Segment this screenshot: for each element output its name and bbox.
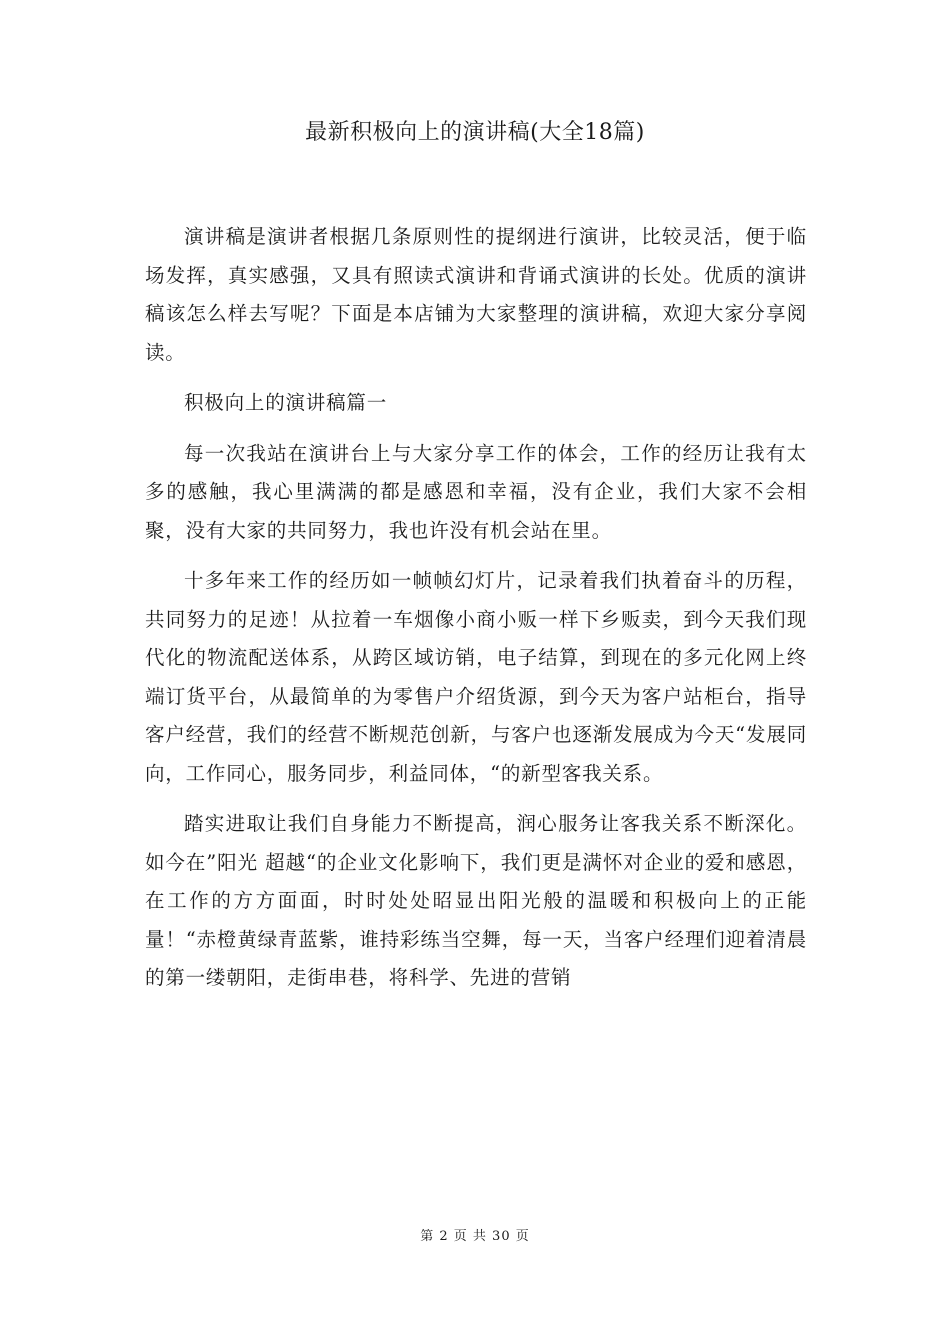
section-heading: 积极向上的演讲稿篇一 [184, 391, 388, 414]
document-title: 最新积极向上的演讲稿(大全18篇) [305, 120, 645, 145]
intro-paragraph: 演讲稿是演讲者根据几条原则性的提纲进行演讲，比较灵活，便于临场发挥，真实感强，又具有照读式演讲和背诵式演讲的长处。优质的演讲稿该怎么样去写呢？下面是本店铺为大家整理的演讲稿，欢迎大家分享阅读。 [145, 225, 807, 364]
page-footer: 第 2 页 共 30 页 [420, 1229, 530, 1244]
body-paragraph: 每一次我站在演讲台上与大家分享工作的体会，工作的经历让我有太多的感触，我心里满满的都是感恩和幸福，没有企业，我们大家不会相聚，没有大家的共同努力，我也许没有机会站在里。 [145, 441, 807, 542]
body-paragraph: 踏实进取让我们自身能力不断提高，润心服务让客我关系不断深化。如今在”阳光 超越“的企业文化影响下，我们更是满怀对企业的爱和感恩，在工作的方方面面，时时处处昭显出阳光般的温暖和积极向上的正能量！“赤橙黄绿青蓝紫，谁持彩练当空舞，每一天，当客户经理们迎着清晨的第一缕朝阳，走街串巷，将科学、先进的营销 [145, 812, 807, 989]
document-body [145, 218, 807, 998]
body-paragraph: 十多年来工作的经历如一帧帧幻灯片，记录着我们执着奋斗的历程，共同努力的足迹！从拉着一车烟像小商小贩一样下乡贩卖，到今天我们现代化的物流配送体系，从跨区域访销，电子结算，到现在的多元化网上终端订货平台，从最简单的为零售户介绍货源，到今天为客户站柜台，指导客户经营，我们的经营不断规范创新，与客户也逐渐发展成为今天“发展同向，工作同心，服务同步，利益同体，“的新型客我关系。 [145, 569, 807, 785]
